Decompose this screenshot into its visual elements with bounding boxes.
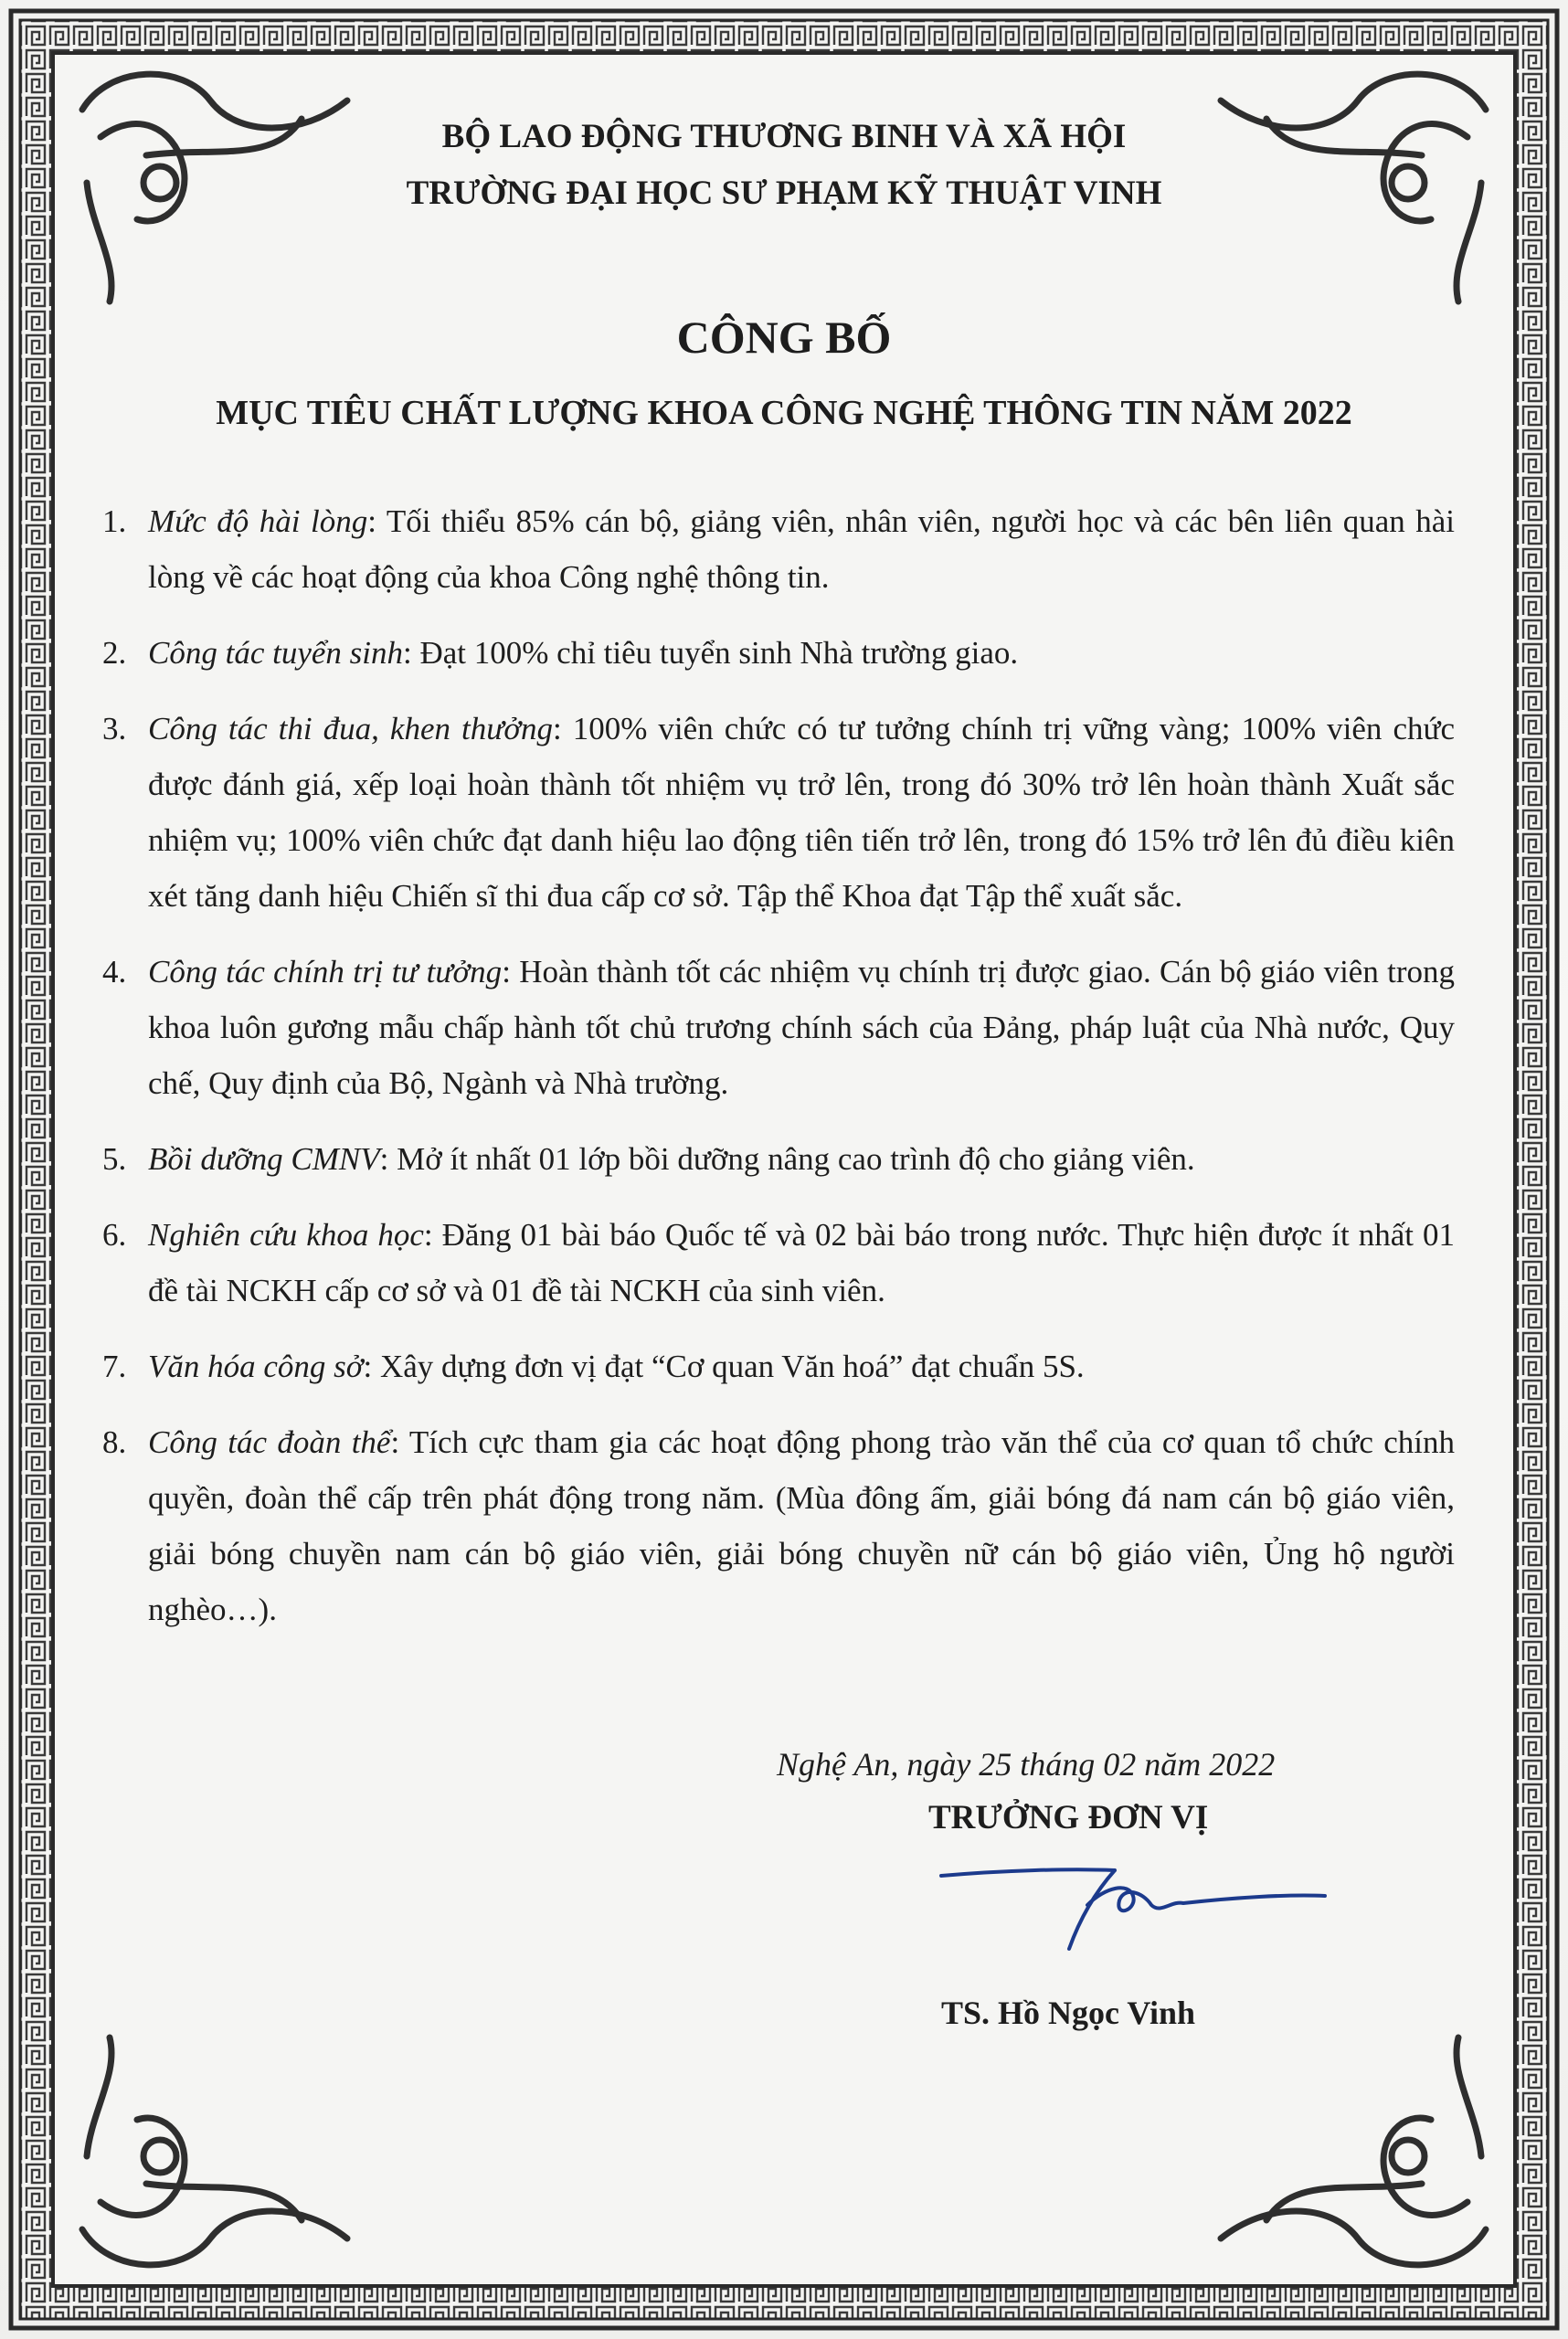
list-item — [102, 1131, 1455, 1187]
item-label: Công tác thi đua, khen thưởng — [148, 711, 553, 746]
item-body — [148, 1207, 1455, 1318]
item-number: 5. — [102, 1141, 127, 1177]
item-text: : 100% viên chức có tư tưởng chính trị vững vàng; 100% viên chức được đánh giá, xếp loại hoàn thành tốt nhiệm vụ trở lên, trong đó 30% trở lên hoàn thành Xuất sắc nhiệm vụ; 100% viên chức đạt danh hiệu lao động tiên tiến trở lên, trong đó 15% trở lên đủ điều kiên xét tăng danh hiệu Chiến sĩ thi đua cấp cơ sở. Tập thể Khoa đạt Tập thể xuất sắc. — [148, 711, 1455, 914]
item-number: 8. — [102, 1424, 127, 1460]
item-body — [148, 493, 1455, 605]
list-item — [102, 1339, 1455, 1394]
item-number: 3. — [102, 711, 127, 746]
item-body — [148, 701, 1455, 924]
item-label: Văn hóa công sở — [148, 1349, 364, 1384]
item-number: 7. — [102, 1349, 127, 1384]
item-label: Bồi dưỡng CMNV — [148, 1141, 380, 1177]
item-body — [148, 944, 1455, 1111]
item-number: 6. — [102, 1217, 127, 1253]
document-title: CÔNG BỐ — [676, 312, 892, 363]
item-number: 2. — [102, 635, 127, 671]
item-text: : Đạt 100% chỉ tiêu tuyển sinh Nhà trường giao. — [403, 635, 1019, 671]
item-label: Nghiên cứu khoa học — [148, 1217, 424, 1253]
item-label: Mức độ hài lòng — [148, 503, 368, 539]
list-item — [102, 944, 1455, 1111]
list-item — [102, 701, 1455, 924]
item-body — [148, 625, 1455, 681]
list-item — [102, 1414, 1455, 1637]
item-text: : Hoàn thành tốt các nhiệm vụ chính trị được giao. Cán bộ giáo viên trong khoa luôn gương mẫu chấp hành tốt chủ trương chính sách của Đảng, pháp luật của Nhà nước, Quy chế, Quy định của Bộ, Ngành và Nhà trường. — [148, 954, 1455, 1101]
signature-icon — [932, 1850, 1334, 1960]
document-subtitle: MỤC TIÊU CHẤT LƯỢNG KHOA CÔNG NGHỆ THÔNG TIN NĂM 2022 — [216, 394, 1352, 432]
item-label: Công tác đoàn thể — [148, 1424, 391, 1460]
list-item — [102, 493, 1455, 605]
item-label: Công tác tuyển sinh — [148, 635, 403, 671]
item-text: : Mở ít nhất 01 lớp bồi dưỡng nâng cao trình độ cho giảng viên. — [379, 1141, 1195, 1177]
item-body — [148, 1339, 1455, 1394]
signoff-date-line: Nghệ An, ngày 25 tháng 02 năm 2022 — [777, 1746, 1276, 1783]
item-body — [148, 1131, 1455, 1187]
item-label: Công tác chính trị tư tưởng — [148, 954, 503, 990]
item-text: : Xây dựng đơn vị đạt “Cơ quan Văn hoá” đạt chuẩn 5S. — [363, 1349, 1085, 1384]
school-name: TRƯỜNG ĐẠI HỌC SƯ PHẠM KỸ THUẬT VINH — [406, 175, 1162, 212]
ministry-name: BỘ LAO ĐỘNG THƯƠNG BINH VÀ XÃ HỘI — [441, 118, 1127, 155]
item-text: : Đăng 01 bài báo Quốc tế và 02 bài báo trong nước. Thực hiện được ít nhất 01 đề tài NCKH cấp cơ sở và 01 đề tài NCKH của sinh viên. — [148, 1217, 1455, 1308]
item-number: 1. — [102, 503, 127, 539]
item-text: : Tối thiểu 85% cán bộ, giảng viên, nhân viên, người học và các bên liên quan hài lòng về các hoạt động của khoa Công nghệ thông tin. — [148, 503, 1455, 595]
item-number: 4. — [102, 954, 127, 990]
objectives-list — [102, 493, 1455, 1657]
list-item — [102, 1207, 1455, 1318]
item-text: : Tích cực tham gia các hoạt động phong trào văn thể của cơ quan tổ chức chính quyền, đoàn thể cấp trên phát động trong năm. (Mùa đông ấm, giải bóng đá nam cán bộ giáo viên, giải bóng chuyền nam cán bộ giáo viên, giải bóng chuyền nữ cán bộ giáo viên, Ủng hộ người nghèo…). — [148, 1424, 1455, 1627]
signoff-name: TS. Hồ Ngọc Vinh — [941, 1995, 1196, 2031]
list-item — [102, 625, 1455, 681]
item-body — [148, 1414, 1455, 1637]
signoff-role: TRƯỞNG ĐƠN VỊ — [928, 1799, 1209, 1836]
